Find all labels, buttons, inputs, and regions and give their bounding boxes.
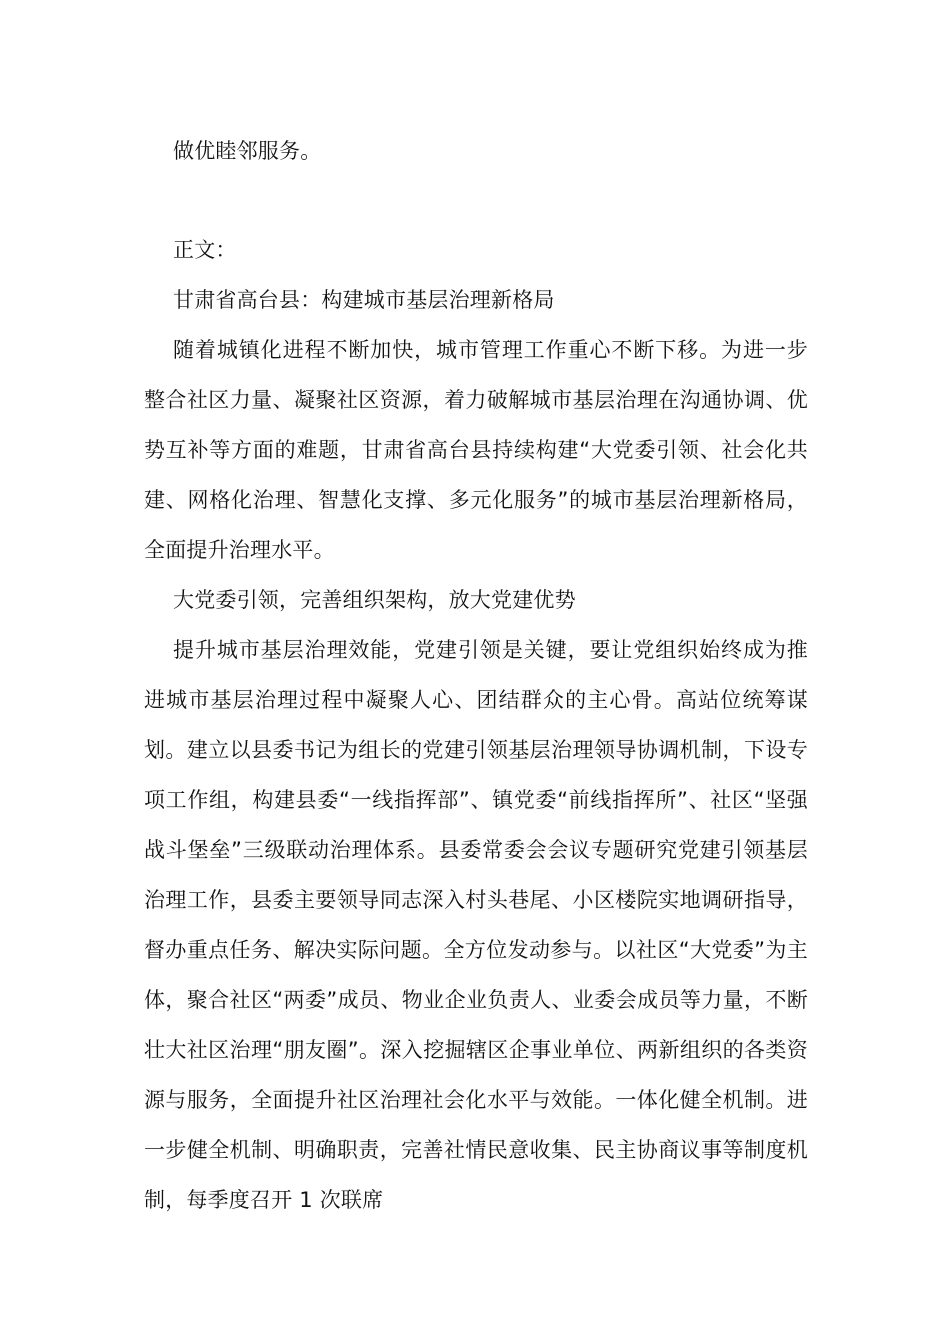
body-paragraph-intro: 随着城镇化进程不断加快，城市管理工作重心不断下移。为进一步整合社区力量、凝聚社区资源，着力破解城市基层治理在沟通协调、优势互补等方面的难题，甘肃省高台县持续构建“大党委引领、社会化共建、网格化治理、智慧化支撑、多元化服务”的城市基层治理新格局，全面提升治理水平。 — [144, 338, 808, 562]
article-body — [144, 275, 808, 1225]
article-title: 甘肃省高台县：构建城市基层治理新格局 — [173, 288, 555, 312]
section-label: 正文： — [173, 238, 237, 262]
section-heading: 大党委引领，完善组织架构，放大党建优势 — [173, 588, 576, 612]
document-text-block — [144, 225, 808, 275]
document-text-block — [144, 126, 808, 176]
body-paragraph: 提升城市基层治理效能，党建引领是关键，要让党组织始终成为推进城市基层治理过程中凝聚人心、团结群众的主心骨。高站位统筹谋划。建立以县委书记为组长的党建引领基层治理领导协调机制，下设专项工作组，构建县委“一线指挥部”、镇党委“前线指挥所”、社区“坚强战斗堡垒”三级联动治理体系。县委常委会会议专题研究党建引领基层治理工作，县委主要领导同志深入村头巷尾、小区楼院实地调研指导，督办重点任务、解决实际问题。全方位发动参与。以社区“大党委”为主体，聚合社区“两委”成员、物业企业负责人、业委会成员等力量，不断壮大社区治理“朋友圈”。深入挖掘辖区企事业单位、两新组织的各类资源与服务，全面提升社区治理社会化水平与效能。一体化健全机制。进一步健全机制、明确职责，完善社情民意收集、民主协商议事等制度机制，每季度召开 1 次联席 — [144, 638, 808, 1212]
continued-paragraph: 做优睦邻服务。 — [173, 139, 322, 163]
